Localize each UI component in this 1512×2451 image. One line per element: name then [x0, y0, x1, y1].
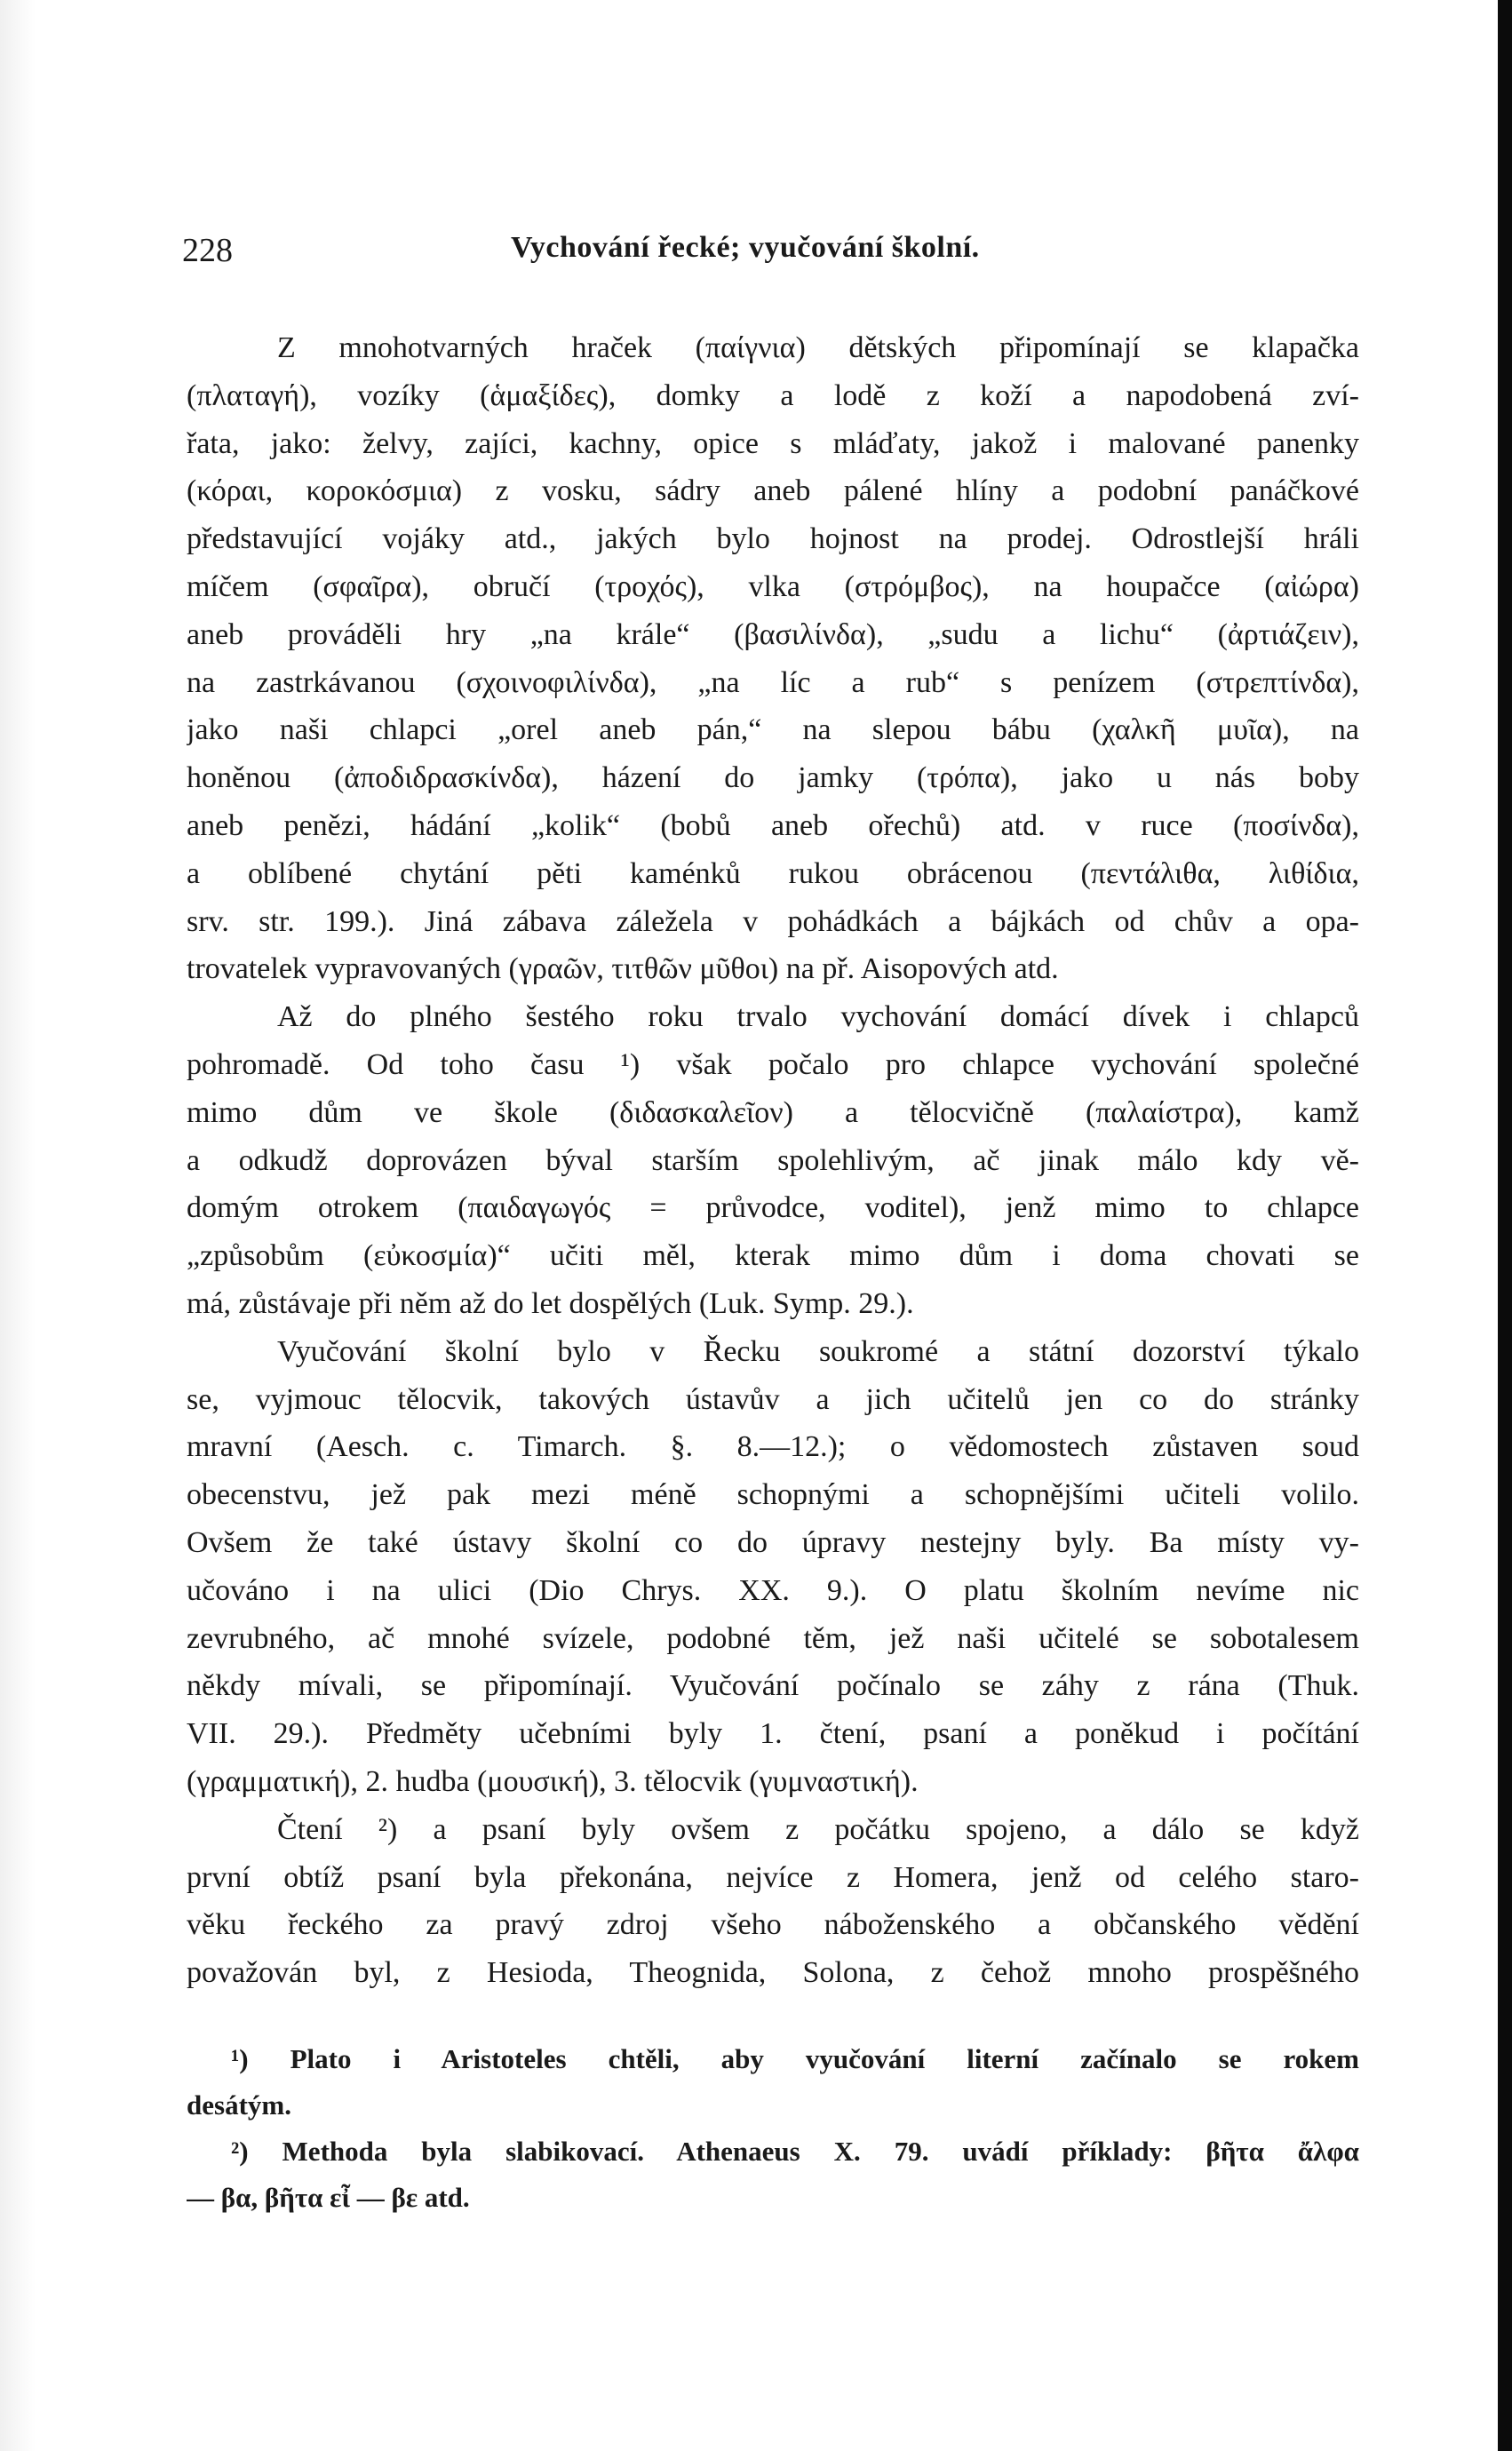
text-line: Z mnohotvarných hraček (παίγνια) dětských připomínají se klapačka: [277, 331, 1359, 364]
text-line: se, vyjmouc tělocvik, takových ústavův a jich učitelů jen co do stránky: [187, 1382, 1359, 1416]
text-line: Čtení ²) a psaní byly ovšem z počátku spojeno, a dálo se když: [277, 1812, 1359, 1846]
text-line: aneb penězi, hádání „kolik“ (bobů aneb ořechů) atd. v ruce (ποσίνδα),: [187, 808, 1359, 842]
page-number: 228: [182, 232, 233, 269]
text-line: mimo dům ve škole (διδασκαλεῖον) a tělocvičně (παλαίστρα), kamž: [187, 1095, 1359, 1129]
text-line: srv. str. 199.). Jiná zábava záležela v pohádkách a bájkách od chův a opa-: [187, 904, 1359, 938]
text-line: první obtíž psaní byla překonána, nejvíce z Homera, jenž od celého staro-: [187, 1860, 1359, 1894]
text-line: má, zůstávaje při něm až do let dospělých (Luk. Symp. 29.).: [187, 1286, 914, 1320]
footnote-line: — βα, βῆτα εἶ — βε atd.: [187, 2182, 470, 2213]
text-line: zevrubného, ač mnohé svízele, podobné těm, jež naši učitelé se sobotalesem: [187, 1621, 1359, 1655]
text-line: a odkudž doprovázen býval starším spolehlivým, ač jinak málo kdy vě-: [187, 1143, 1359, 1177]
text-line: někdy mívali, se připomínají. Vyučování počínalo se záhy z rána (Thuk.: [187, 1669, 1359, 1703]
body-text: [187, 324, 1359, 1997]
footnote-line: desátým.: [187, 2089, 291, 2121]
text-line: považován byl, z Hesioda, Theognida, Solona, z čehož mnoho prospěšného: [187, 1956, 1359, 1990]
text-line: mravní (Aesch. c. Timarch. §. 8.—12.); o vědomostech zůstaven soud: [187, 1430, 1359, 1464]
text-line: obecenstvu, jež pak mezi méně schopnými a schopnějšími učiteli volilo.: [187, 1478, 1359, 1512]
text-line: aneb prováděli hry „na krále“ (βασιλίνδα), „sudu a lichu“ (ἀρτιάζειν),: [187, 617, 1359, 651]
text-line: domým otrokem (παιδαγωγός = průvodce, voditel), jenž mimo to chlapce: [187, 1191, 1359, 1225]
text-line: honěnou (ἀποδιδρασκίνδα), házení do jamky (τρόπα), jako u nás boby: [187, 761, 1359, 795]
text-line: na zastrkávanou (σχοινοφιλίνδα), „na líc a rub“ s penízem (στρεπτίνδα),: [187, 665, 1359, 699]
text-line: VII. 29.). Předměty učebními byly 1. čtení, psaní a poněkud i počítání: [187, 1717, 1359, 1751]
footnote-line: ¹) Plato i Aristoteles chtěli, aby vyučování literní začínalo se rokem: [231, 2043, 1359, 2074]
text-line: učováno i na ulici (Dio Chrys. XX. 9.). O platu školním nevíme nic: [187, 1573, 1359, 1607]
scan-right-edge: [1498, 0, 1512, 2451]
text-line: Ovšem že také ústavy školní co do úpravy nestejny byly. Ba místy vy-: [187, 1525, 1359, 1559]
text-line: řata, jako: želvy, zajíci, kachny, opice s mláďaty, jakož i malované panenky: [187, 426, 1359, 460]
footnotes: [187, 2036, 1359, 2221]
text-line: představující vojáky atd., jakých bylo hojnost na prodej. Odrostlejší hráli: [187, 522, 1359, 556]
text-line: věku řeckého za pravý zdroj všeho náboženského a občanského vědění: [187, 1908, 1359, 1942]
page-left-shadow: [0, 0, 36, 2451]
text-line: (γραμματική), 2. hudba (μουσική), 3. tělocvik (γυμναστική).: [187, 1764, 919, 1798]
text-line: (πλαταγή), vozíky (ἁμαξίδες), domky a lodě z koží a napodobená zví-: [187, 378, 1359, 412]
running-title: Vychování řecké; vyučování školní.: [511, 231, 980, 264]
text-line: Vyučování školní bylo v Řecku soukromé a státní dozorství týkalo: [277, 1334, 1359, 1368]
text-line: a oblíbené chytání pěti kaménků rukou obrácenou (πεντάλιθα, λιθίδια,: [187, 856, 1359, 890]
text-line: jako naši chlapci „orel aneb pán,“ na slepou bábu (χαλκῆ μυῖα), na: [187, 713, 1359, 747]
text-line: „způsobům (εὐκοσμία)“ učiti měl, kterak mimo dům i doma chovati se: [187, 1239, 1359, 1273]
page-header: [182, 231, 1364, 284]
text-line: Až do plného šestého roku trvalo vychování domácí dívek i chlapců: [277, 1000, 1359, 1034]
text-line: míčem (σφαῖρα), obručí (τροχός), vlka (στρόμβος), na houpačce (αἰώρα): [187, 569, 1359, 603]
footnote-line: ²) Methoda byla slabikovací. Athenaeus X. 79. uvádí příklady: βῆτα ἄλφα: [231, 2136, 1359, 2167]
text-line: trovatelek vypravovaných (γραῶν, τιτθῶν μῦθοι) na př. Aisopových atd.: [187, 952, 1059, 986]
text-line: (κόραι, κοροκόσμια) z vosku, sádry aneb pálené hlíny a podobní panáčkové: [187, 474, 1359, 508]
text-line: pohromadě. Od toho času ¹) však počalo pro chlapce vychování společné: [187, 1047, 1359, 1081]
